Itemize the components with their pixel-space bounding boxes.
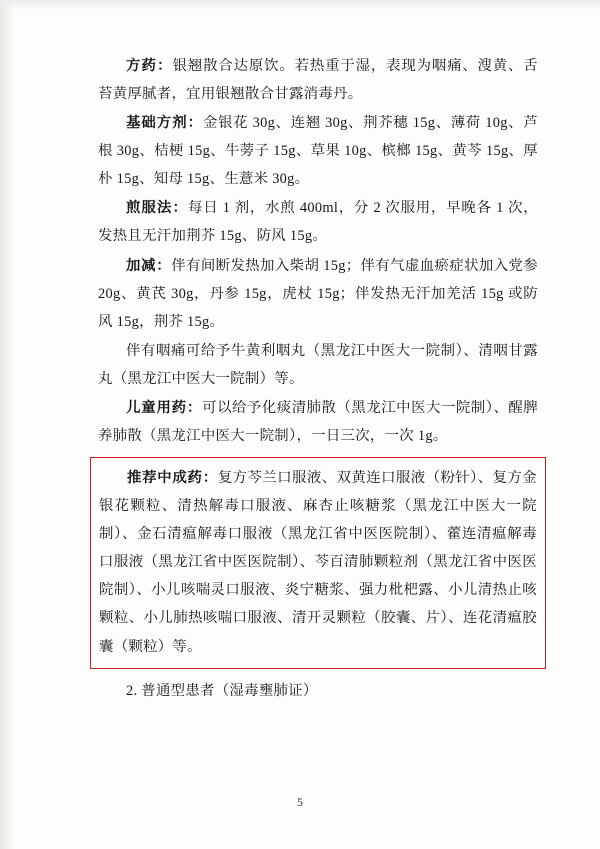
paragraph-jiajian: [98, 252, 538, 336]
highlighted-red-box: [90, 457, 546, 669]
paragraph-text-fangyao: 银翘散合达原饮。若热重于湿，表现为咽痛、溲黄、舌苔黄厚腻者，宜用银翘散合甘露消毒丹。: [98, 58, 538, 103]
paragraph-label-jichufangji: 基础方剂：: [126, 115, 204, 132]
paragraph-text-jiajian: 伴有间断发热加入柴胡 15g；伴有气虚血瘀症状加入党参 20g、黄芪 30g，丹参 15g，虎杖 15g；伴发热无汗加羌活 15g 或防风 15g，荆芥 15g。: [98, 257, 538, 330]
paragraph-yantong: [98, 337, 538, 393]
paragraph-text-yantong: 伴有咽痛可给予牛黄利咽丸（黑龙江中医大一院制）、清咽甘露丸（黑龙江中医大一院制）等。: [98, 342, 538, 387]
paragraph-fangyao: [98, 52, 538, 108]
paragraph-label-ertong: 儿童用药：: [126, 399, 203, 416]
page-edge-shadow-top: [0, 0, 600, 10]
paragraph-text-ertong: 可以给予化痰清肺散（黑龙江中医大一院制）、醒脾养肺散（黑龙江中医大一院制），一日三次，一次 1g。: [98, 399, 538, 445]
paragraph-label-fangyao: 方药：: [126, 58, 173, 74]
paragraph-label-tuijian-zhongchengyao: 推荐中成药：: [127, 470, 218, 487]
paragraph-label-jiajian: 加减：: [126, 257, 172, 274]
paragraph-jichufangji: [98, 109, 538, 193]
page-edge-shadow-left: [0, 0, 14, 849]
paragraph-ertong: [98, 394, 538, 450]
paragraph-text-jichufangji: 金银花 30g、连翘 30g、荆芥穗 15g、薄荷 10g、芦根 30g、桔梗 15g、牛蒡子 15g、草果 10g、槟榔 15g、黄芩 15g、厚朴 15g、知母 15g、生薏米 30g。: [98, 115, 538, 188]
paragraph-text-jianfufa: 每日 1 剂，水煎 400ml，分 2 次服用，早晚各 1 次，发热且无汗加荆芥 15g、防风 15g。: [98, 200, 538, 245]
paragraph-footer: 2. 普通型患者（湿毒壅肺证）: [126, 682, 318, 699]
page-number: 5: [297, 797, 303, 809]
paragraph-text-tuijian-zhongchengyao: 复方芩兰口服液、双黄连口服液（粉针）、复方金银花颗粒、清热解毒口服液、麻杏止咳糖浆（黑龙江中医大一院制）、金石清瘟解毒口服液（黑龙江省中医医院制）、藿连清瘟解毒口服液（黑龙江省中医医院制）、芩百清肺颗粒剂（黑龙江省中医医院制）、小儿咳喘灵口服液、炎宁糖浆、强力枇杷露、小儿清热止咳颗粒、小儿肺热咳喘口服液、清开灵颗粒（胶囊、片）、连花清瘟胶囊（颗粒）等。: [99, 470, 537, 655]
paragraph-jianfufa: [98, 194, 538, 250]
paragraph-tuijian-zhongchengyao: [99, 464, 537, 661]
document-body: [98, 52, 538, 705]
paragraph-label-jianfufa: 煎服法：: [126, 200, 188, 217]
